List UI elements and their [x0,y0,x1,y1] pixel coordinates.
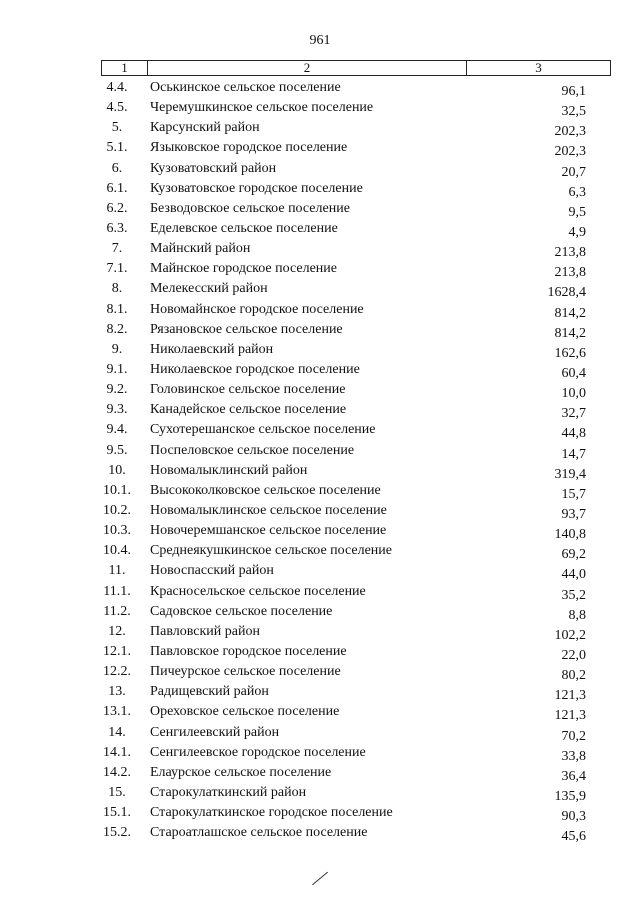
row-value: 10,0 [561,386,586,402]
row-name: Поспеловское сельское поселение [150,442,355,458]
row-name: Павловское городское поселение [150,643,347,659]
row-number: 7.1. [106,261,128,277]
row-name: Пичеурское сельское поселение [150,664,341,680]
row-number: 13.1. [103,704,131,720]
row-value: 8,8 [568,607,586,623]
row-number: 10.4. [103,543,131,559]
row-value: 1628,4 [547,285,586,301]
row-number: 10.2. [103,502,131,518]
row-number: 6.3. [106,220,128,236]
table-row [0,139,640,159]
row-number: 8. [111,281,123,297]
row-value: 121,3 [554,688,586,704]
table-row [0,522,640,542]
row-number: 10. [108,462,126,478]
table-row [0,603,640,623]
table-row [0,79,640,99]
row-value: 22,0 [561,647,586,663]
row-value: 70,2 [561,728,586,744]
table-row [0,462,640,482]
table-body [0,79,640,844]
table-row [0,643,640,663]
row-value: 44,8 [561,426,586,442]
table-row [0,421,640,441]
row-value: 36,4 [561,768,586,784]
table-row [0,301,640,321]
row-value: 202,3 [554,124,586,140]
row-value: 44,0 [561,567,586,583]
table-row [0,321,640,341]
row-value: 69,2 [561,547,586,563]
row-number: 14.2. [103,764,131,780]
row-name: Мелекесский район [150,281,268,297]
row-number: 6.2. [106,200,128,216]
row-value: 202,3 [554,144,586,160]
row-value: 96,1 [561,84,586,99]
row-number: 9. [111,341,123,357]
row-value: 90,3 [561,809,586,825]
header-col-1: 1 [102,61,148,75]
row-name: Николаевский район [150,341,274,357]
row-value: 93,7 [561,506,586,522]
row-number: 15.1. [103,805,131,821]
table-row [0,341,640,361]
row-number: 7. [111,241,123,257]
row-number: 12.1. [103,643,131,659]
table-row [0,744,640,764]
row-name: Головинское сельское поселение [150,382,346,398]
row-number: 14.1. [103,744,131,760]
row-number: 5. [111,120,123,136]
row-name: Садовское сельское поселение [150,603,333,619]
row-value: 80,2 [561,668,586,684]
row-value: 45,6 [561,829,586,845]
row-name: Новомалыклинский район [150,462,308,478]
row-name: Красносельское сельское поселение [150,583,366,599]
page-number: 961 [309,33,331,48]
table-row [0,824,640,844]
row-name: Кузоватовское городское поселение [150,180,363,196]
row-value: 814,2 [554,325,586,341]
row-number: 9.4. [106,422,128,438]
row-number: 9.2. [106,382,128,398]
row-name: Майнское городское поселение [150,261,337,277]
table-row [0,502,640,522]
row-name: Сенгилеевское городское поселение [150,744,366,760]
row-name: Ореховское сельское поселение [150,704,340,720]
table-row [0,180,640,200]
row-name: Кузоватовский район [150,160,277,176]
row-value: 213,8 [554,245,586,261]
row-name: Среднеякушкинское сельское поселение [150,543,392,559]
table-header [101,60,611,76]
row-number: 6. [111,160,123,176]
row-name: Елаурское сельское поселение [150,764,332,780]
table-row [0,623,640,643]
row-value: 140,8 [554,527,586,543]
row-number: 13. [108,684,126,700]
row-name: Майнский район [150,241,251,257]
row-value: 33,8 [561,748,586,764]
row-number: 10.3. [103,523,131,539]
table-row [0,764,640,784]
row-number: 6.1. [106,180,128,196]
row-value: 20,7 [561,164,586,180]
row-name: Павловский район [150,623,260,639]
table-row [0,562,640,582]
table-row [0,683,640,703]
row-number: 11.1. [103,583,131,599]
row-value: 32,7 [561,406,586,422]
row-name: Канадейское сельское поселение [150,402,347,418]
row-value: 9,5 [568,204,586,220]
row-name: Безводовское сельское поселение [150,200,350,216]
row-value: 319,4 [554,466,586,482]
row-value: 213,8 [554,265,586,281]
row-value: 162,6 [554,345,586,361]
row-name: Старокулаткинское городское поселение [150,805,393,821]
row-value: 14,7 [561,446,586,462]
row-name: Оськинское сельское поселение [150,80,341,95]
row-name: Новоспасский район [150,563,274,579]
row-name: Сенгилеевский район [150,724,280,740]
row-name: Новомайнское городское поселение [150,301,364,317]
table-row [0,442,640,462]
row-number: 10.1. [103,482,131,498]
table-row [0,99,640,119]
row-value: 814,2 [554,305,586,321]
table-row [0,784,640,804]
row-number: 12.2. [103,664,131,680]
row-number: 9.1. [106,361,128,377]
row-value: 32,5 [561,104,586,120]
row-name: Новомалыклинское сельское поселение [150,502,387,518]
table-row [0,220,640,240]
row-value: 35,2 [561,587,586,603]
table-row [0,724,640,744]
header-col-3: 3 [535,60,542,75]
row-value: 121,3 [554,708,586,724]
row-number: 14. [108,724,126,740]
row-name: Рязановское сельское поселение [150,321,343,337]
table-row [0,240,640,260]
row-number: 8.2. [106,321,128,337]
row-number: 11. [108,563,126,579]
row-value: 60,4 [561,365,586,381]
row-value: 6,3 [568,184,586,200]
table-row [0,542,640,562]
table-row [0,703,640,723]
row-number: 4.5. [106,100,128,116]
table-row [0,361,640,381]
table-row [0,482,640,502]
row-number: 15.2. [103,825,131,841]
row-number: 15. [108,784,126,800]
table-row [0,260,640,280]
row-value: 15,7 [561,486,586,502]
table-row [0,160,640,180]
row-name: Высококолковское сельское поселение [150,482,381,498]
row-value: 4,9 [568,224,586,240]
row-name: Николаевское городское поселение [150,361,360,377]
row-name: Сухотерешанское сельское поселение [150,422,376,438]
table-row [0,804,640,824]
table-row [0,280,640,300]
row-number: 8.1. [106,301,128,317]
row-number: 4.4. [106,80,128,95]
table-row [0,119,640,139]
row-name: Новочеремшанское сельское поселение [150,523,387,539]
row-number: 9.5. [106,442,128,458]
table-row [0,381,640,401]
table-row [0,200,640,220]
row-value: 135,9 [554,788,586,804]
row-number: 5.1. [106,140,128,156]
table-row [0,401,640,421]
row-number: 9.3. [106,402,128,418]
row-name: Языковское городское поселение [150,140,348,156]
row-name: Старокулаткинский район [150,784,307,800]
table-row [0,583,640,603]
table-row [0,663,640,683]
row-name: Староатлашское сельское поселение [150,825,368,841]
row-name: Черемушкинское сельское поселение [150,100,374,116]
row-number: 12. [108,623,126,639]
row-name: Карсунский район [150,120,260,136]
row-name: Радищевский район [150,684,269,700]
row-value: 102,2 [554,627,586,643]
pen-mark [312,872,328,886]
row-name: Еделевское сельское поселение [150,220,338,236]
header-col-2: 2 [148,61,467,75]
row-number: 11.2. [103,603,131,619]
